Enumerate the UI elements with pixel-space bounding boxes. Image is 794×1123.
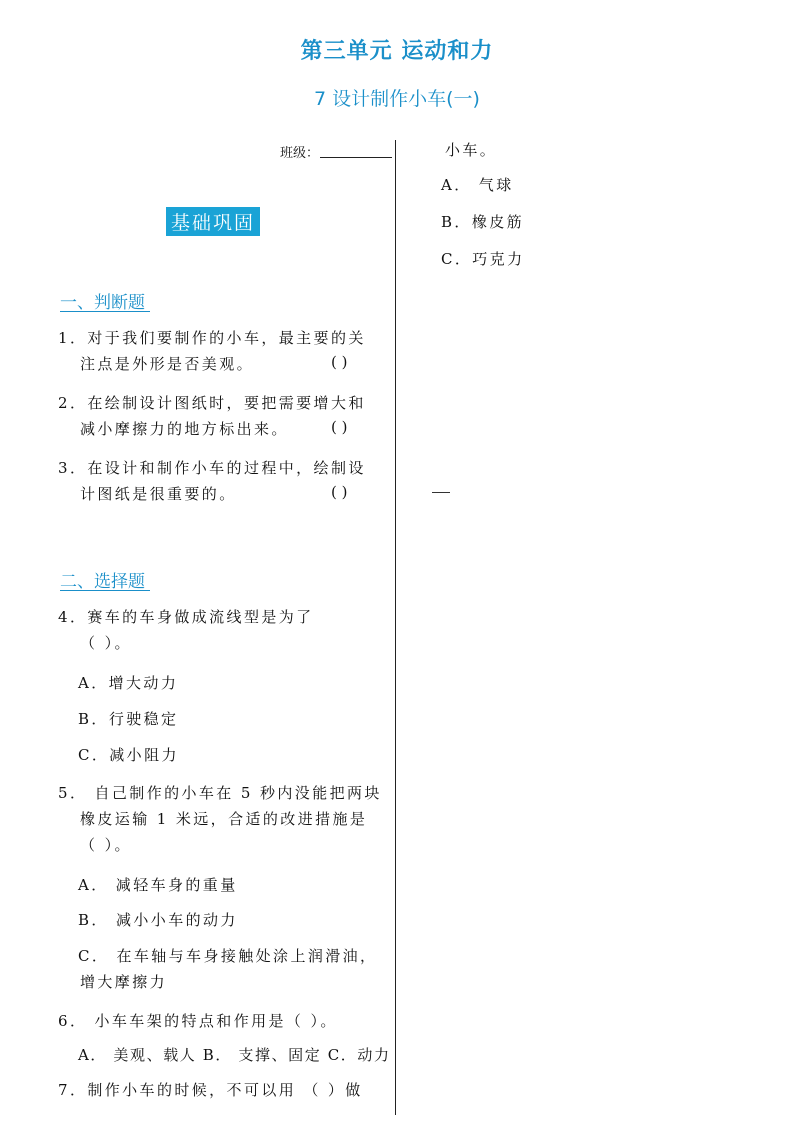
question-2-line1: 2．在绘制设计图纸时，要把需要增大和 [58, 394, 366, 412]
question-7-line1: 7．制作小车的时候，不可以用 （ ）做 [58, 1081, 363, 1099]
class-label: 班级： [280, 146, 320, 161]
section-badge: 基础巩固 [166, 207, 260, 236]
question-7-option-a[interactable]: A． 气球 [441, 176, 514, 194]
question-2-line2: 减小摩擦力的地方标出来。 [80, 420, 289, 438]
question-4-line2: （ ）。 [80, 634, 132, 652]
lesson-title: 7 设计制作小车(一) [314, 88, 480, 110]
question-3-line1: 3．在设计和制作小车的过程中，绘制设 [58, 459, 366, 477]
question-4-option-c[interactable]: C．减小阻力 [78, 746, 179, 764]
question-4-line1: 4．赛车的车身做成流线型是为了 [58, 608, 314, 626]
answer-paren-2[interactable]: ( ) [331, 418, 348, 436]
question-7-option-b[interactable]: B．橡皮筋 [441, 213, 525, 231]
section-title-choice: 二、选择题 [60, 572, 145, 592]
question-5-line2: 橡皮运输 1 米远，合适的改进措施是 [80, 810, 368, 828]
question-1-line2: 注点是外形是否美观。 [80, 355, 255, 373]
column-divider [395, 140, 396, 1115]
section-rule [60, 311, 150, 312]
question-5-option-c[interactable]: C． 在车轴与车身接触处涂上润滑油， [78, 947, 378, 965]
question-5-line3: （ ）。 [80, 836, 132, 854]
question-4-option-b[interactable]: B．行驶稳定 [78, 710, 179, 728]
section-rule [60, 590, 150, 591]
question-5-option-c-cont: 增大摩擦力 [80, 973, 168, 991]
unit-title: 第三单元 运动和力 [300, 39, 494, 64]
answer-paren-3[interactable]: ( ) [331, 483, 348, 501]
question-4-option-a[interactable]: A．增大动力 [78, 674, 179, 692]
answer-paren-1[interactable]: ( ) [331, 353, 348, 371]
question-6-options[interactable]: A． 美观、载人 B． 支撑、固定 C．动力 [78, 1046, 391, 1064]
question-7-option-c[interactable]: C．巧克力 [441, 250, 525, 268]
question-6-line1: 6． 小车车架的特点和作用是（ ）。 [58, 1012, 338, 1030]
question-1-line1: 1．对于我们要制作的小车，最主要的关 [58, 329, 366, 347]
question-7-line2: 小车。 [445, 141, 498, 159]
class-fill-line[interactable] [320, 157, 392, 158]
question-5-line1: 5． 自己制作的小车在 5 秒内没能把两块 [58, 784, 382, 802]
section-title-judge: 一、判断题 [60, 293, 145, 313]
question-3-line2: 计图纸是很重要的。 [80, 485, 237, 503]
question-5-option-a[interactable]: A． 减轻车身的重量 [78, 876, 238, 894]
question-5-option-b[interactable]: B． 减小小车的动力 [78, 911, 238, 929]
dash-mark [432, 492, 450, 493]
